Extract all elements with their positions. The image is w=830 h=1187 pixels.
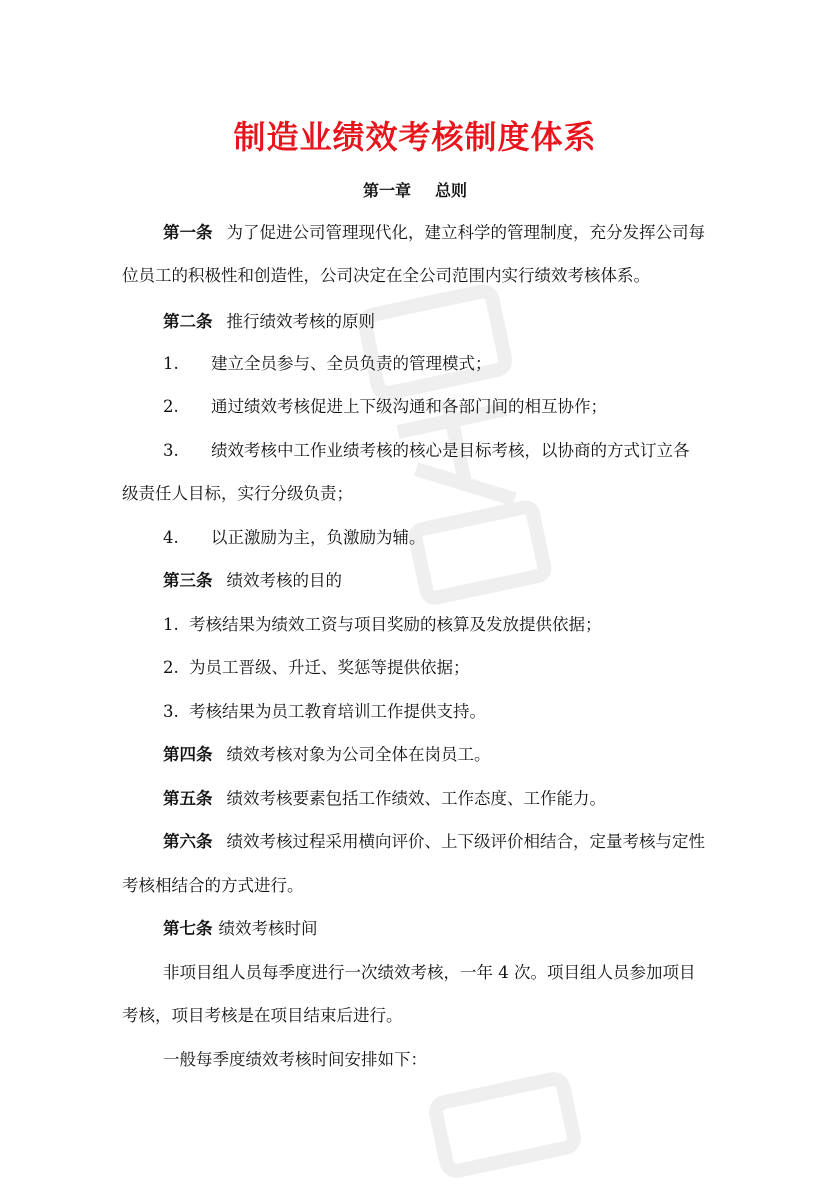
article-text: 绩效考核要素包括工作绩效、工作态度、工作能力。	[226, 789, 606, 808]
article-label: 第二条	[163, 312, 213, 331]
paragraph-line: 考核相结合的方式进行。	[122, 876, 304, 895]
paragraph-line: 非项目组人员每季度进行一次绩效考核，一年 4 次。项目组人员参加项目	[163, 963, 696, 982]
list-text: 绩效考核中工作业绩考核的核心是目标考核，以协商的方式订立各	[211, 441, 690, 460]
chapter-heading	[0, 178, 830, 201]
paragraph-line: 级责任人目标，实行分级负责；	[122, 484, 353, 503]
article-text: 绩效考核过程采用横向评价、上下级评价相结合，定量考核与定性	[226, 832, 705, 851]
article-label: 第五条	[163, 789, 213, 808]
list-number: 2.	[163, 658, 179, 677]
list-text: 考核结果为员工教育培训工作提供支持。	[189, 702, 486, 721]
article-3-line	[163, 570, 342, 592]
article-label: 第六条	[163, 832, 213, 851]
article-label: 第三条	[163, 571, 213, 590]
list-item	[163, 614, 602, 636]
watermark-bottom	[413, 1063, 598, 1186]
list-number: 4.	[163, 528, 179, 547]
list-item	[163, 353, 492, 375]
article-2-line	[163, 311, 375, 333]
article-label: 第四条	[163, 745, 213, 764]
list-item	[163, 440, 690, 462]
article-text: 推行绩效考核的原则	[226, 312, 375, 331]
paragraph-line: 考核，项目考核是在项目结束后进行。	[122, 1006, 403, 1025]
list-item	[163, 657, 470, 679]
list-item	[163, 527, 426, 549]
list-text: 考核结果为绩效工资与项目奖励的核算及发放提供依据；	[189, 615, 602, 634]
list-item	[163, 396, 607, 418]
article-text: 为了促进公司管理现代化，建立科学的管理制度，充分发挥公司每	[226, 223, 705, 242]
article-5-line	[163, 788, 606, 810]
article-text: 绩效考核的目的	[226, 571, 342, 590]
list-item	[163, 701, 486, 723]
article-label: 第一条	[163, 223, 213, 242]
list-text: 建立全员参与、全员负责的管理模式；	[211, 354, 492, 373]
chapter-name: 总则	[435, 181, 468, 200]
article-label: 第七条	[163, 919, 213, 938]
article-6-line	[163, 831, 705, 853]
list-number: 2.	[163, 397, 179, 416]
list-number: 1.	[163, 354, 179, 373]
article-4-line	[163, 744, 491, 766]
list-text: 为员工晋级、升迁、奖惩等提供依据；	[189, 658, 470, 677]
list-number: 1.	[163, 615, 179, 634]
article-text: 绩效考核对象为公司全体在岗员工。	[226, 745, 491, 764]
document-title: 制造业绩效考核制度体系	[233, 118, 597, 156]
list-text: 以正激励为主，负激励为辅。	[211, 528, 426, 547]
list-text: 通过绩效考核促进上下级沟通和各部门间的相互协作；	[211, 397, 607, 416]
paragraph-line: 位员工的积极性和创造性，公司决定在全公司范围内实行绩效考核体系。	[122, 266, 650, 285]
chapter-number: 第一章	[362, 181, 411, 200]
list-number: 3.	[163, 702, 179, 721]
article-1-line	[163, 222, 705, 244]
article-7-line	[163, 918, 318, 940]
paragraph-line: 一般每季度绩效考核时间安排如下：	[163, 1050, 427, 1069]
article-text: 绩效考核时间	[218, 919, 318, 938]
list-number: 3.	[163, 441, 179, 460]
